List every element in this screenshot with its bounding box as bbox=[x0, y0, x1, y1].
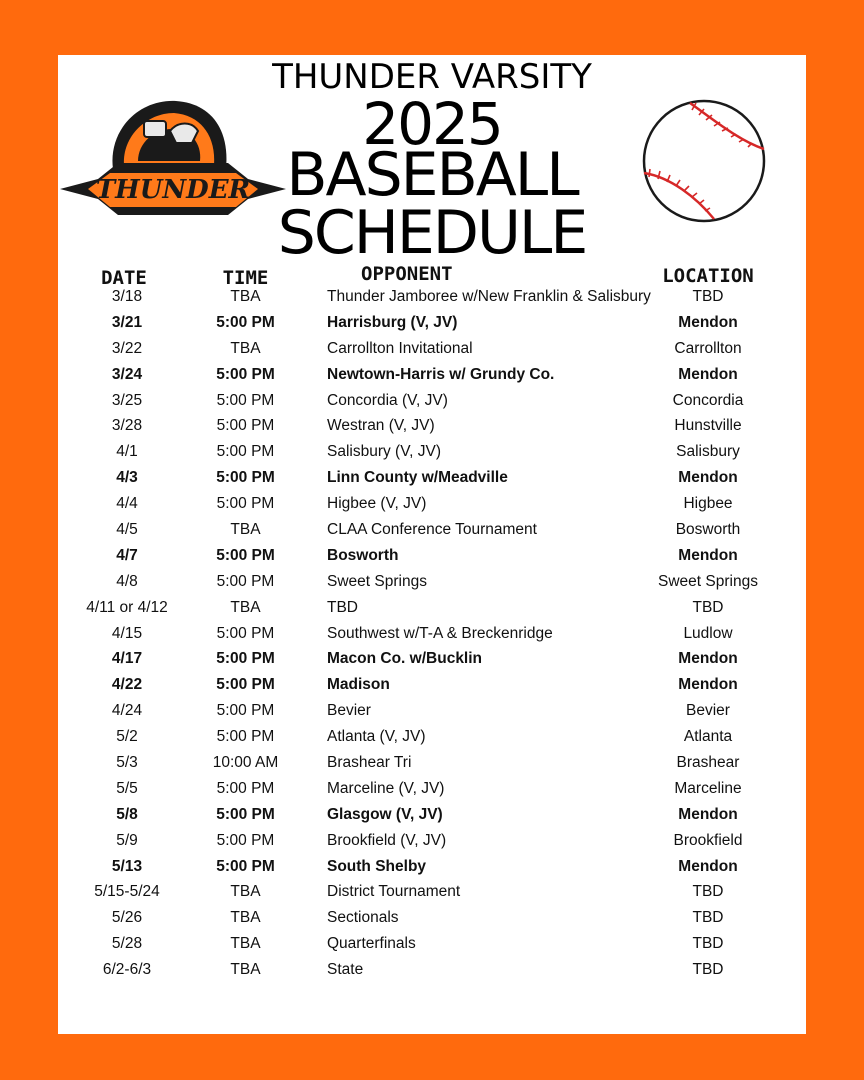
game-time: 5:00 PM bbox=[216, 857, 275, 875]
table-row bbox=[58, 311, 806, 337]
game-opponent: Brookfield (V, JV) bbox=[327, 831, 447, 849]
table-row bbox=[58, 699, 806, 725]
game-time: 5:00 PM bbox=[216, 572, 275, 590]
title-line-4: SCHEDULE bbox=[277, 198, 587, 268]
table-row bbox=[58, 544, 806, 570]
schedule-card bbox=[58, 55, 806, 1034]
game-time: 5:00 PM bbox=[216, 546, 275, 564]
game-date: 4/17 bbox=[111, 650, 143, 668]
game-time: 5:00 PM bbox=[216, 391, 275, 409]
title-year: 2025 bbox=[362, 90, 502, 158]
game-location: Mendon bbox=[678, 805, 738, 823]
header-time: TIME bbox=[222, 267, 269, 289]
game-time: 5:00 PM bbox=[216, 831, 275, 849]
table-row bbox=[58, 440, 806, 466]
game-time: TBA bbox=[230, 288, 261, 305]
game-opponent: Higbee (V, JV) bbox=[327, 495, 427, 513]
game-opponent: Quarterfinals bbox=[327, 935, 416, 953]
table-row bbox=[58, 880, 806, 906]
table-row bbox=[58, 337, 806, 363]
game-time: 5:00 PM bbox=[216, 676, 275, 694]
game-time: 5:00 PM bbox=[216, 805, 275, 823]
game-opponent: Marceline (V, JV) bbox=[327, 779, 445, 797]
game-opponent: Southwest w/T-A & Breckenridge bbox=[327, 624, 553, 642]
table-row bbox=[58, 725, 806, 751]
game-location: TBD bbox=[692, 883, 724, 901]
game-date: 5/13 bbox=[111, 857, 143, 875]
game-opponent: Linn County w/Meadville bbox=[327, 469, 508, 487]
game-location: Mendon bbox=[678, 857, 738, 875]
table-row bbox=[58, 285, 806, 311]
schedule-table bbox=[58, 285, 806, 984]
game-time: TBA bbox=[230, 598, 261, 616]
game-date: 5/15-5/24 bbox=[94, 883, 160, 901]
header-opponent: OPPONENT bbox=[361, 263, 453, 285]
game-opponent: CLAA Conference Tournament bbox=[327, 521, 537, 539]
game-location: Mendon bbox=[678, 650, 738, 668]
table-row bbox=[58, 855, 806, 881]
game-location: Sweet Springs bbox=[658, 572, 758, 590]
game-location: Brashear bbox=[676, 754, 740, 772]
game-opponent: Carrollton Invitational bbox=[327, 339, 473, 357]
game-time: 5:00 PM bbox=[216, 495, 275, 513]
game-date: 5/3 bbox=[116, 754, 138, 772]
table-row bbox=[58, 570, 806, 596]
game-location: Bevier bbox=[686, 702, 730, 720]
game-date: 3/28 bbox=[111, 417, 143, 435]
game-opponent: Salisbury (V, JV) bbox=[327, 443, 441, 461]
game-location: Bosworth bbox=[675, 521, 741, 539]
game-location: Mendon bbox=[678, 546, 738, 564]
game-opponent: Newtown-Harris w/ Grundy Co. bbox=[327, 365, 555, 383]
table-row bbox=[58, 673, 806, 699]
game-location: Mendon bbox=[678, 676, 738, 694]
game-date: 3/21 bbox=[111, 313, 143, 331]
game-date: 5/5 bbox=[116, 779, 138, 797]
game-date: 4/11 or 4/12 bbox=[86, 598, 168, 616]
game-location: Brookfield bbox=[673, 831, 743, 849]
game-location: Ludlow bbox=[683, 624, 733, 642]
game-location: Atlanta bbox=[683, 728, 733, 746]
game-date: 3/22 bbox=[111, 339, 143, 357]
game-date: 5/8 bbox=[116, 805, 138, 823]
game-date: 4/3 bbox=[116, 469, 138, 487]
table-row bbox=[58, 932, 806, 958]
game-date: 4/7 bbox=[116, 546, 138, 564]
game-opponent: Sectionals bbox=[327, 909, 399, 927]
game-opponent: Harrisburg (V, JV) bbox=[327, 313, 458, 331]
game-location: TBD bbox=[692, 598, 724, 616]
table-row bbox=[58, 492, 806, 518]
table-row bbox=[58, 389, 806, 415]
game-opponent: Macon Co. w/Bucklin bbox=[327, 650, 483, 668]
game-opponent: Thunder Jamboree w/New Franklin & Salisbury bbox=[327, 288, 651, 305]
game-date: 4/1 bbox=[116, 443, 138, 461]
game-location: Carrollton bbox=[674, 339, 742, 357]
game-time: 5:00 PM bbox=[216, 469, 275, 487]
table-row bbox=[58, 414, 806, 440]
game-opponent: Brashear Tri bbox=[327, 754, 412, 772]
game-date: 4/22 bbox=[111, 676, 143, 694]
table-row bbox=[58, 518, 806, 544]
table-row bbox=[58, 829, 806, 855]
game-time: 10:00 AM bbox=[212, 754, 279, 772]
game-opponent: South Shelby bbox=[327, 857, 427, 875]
game-time: 5:00 PM bbox=[216, 728, 275, 746]
game-opponent: Madison bbox=[327, 676, 390, 694]
title-line-3: BASEBALL bbox=[286, 140, 578, 210]
game-date: 4/5 bbox=[116, 521, 138, 539]
game-location: Higbee bbox=[683, 495, 733, 513]
game-location: Salisbury bbox=[676, 443, 740, 461]
game-date: 3/18 bbox=[111, 288, 143, 305]
game-location: Hunstville bbox=[674, 417, 742, 435]
header-date: DATE bbox=[101, 267, 147, 289]
game-date: 5/28 bbox=[111, 935, 143, 953]
game-time: 5:00 PM bbox=[216, 365, 275, 383]
game-time: TBA bbox=[230, 935, 261, 953]
game-location: Concordia bbox=[672, 391, 744, 409]
game-time: 5:00 PM bbox=[216, 443, 275, 461]
table-row bbox=[58, 958, 806, 984]
game-time: TBA bbox=[230, 883, 261, 901]
game-location: Mendon bbox=[678, 365, 738, 383]
game-location: TBD bbox=[692, 961, 724, 979]
table-row bbox=[58, 466, 806, 492]
game-location: TBD bbox=[692, 909, 724, 927]
game-time: 5:00 PM bbox=[216, 624, 275, 642]
table-row bbox=[58, 622, 806, 648]
title-line-1: THUNDER VARSITY bbox=[272, 57, 592, 97]
game-opponent: Glasgow (V, JV) bbox=[327, 805, 443, 823]
baseball-icon bbox=[640, 97, 768, 225]
game-location: TBD bbox=[692, 935, 724, 953]
table-row bbox=[58, 751, 806, 777]
game-time: TBA bbox=[230, 339, 261, 357]
game-date: 3/25 bbox=[111, 391, 143, 409]
table-row bbox=[58, 647, 806, 673]
game-opponent: Bosworth bbox=[327, 546, 399, 564]
game-location: Mendon bbox=[678, 469, 738, 487]
game-opponent: Atlanta (V, JV) bbox=[327, 728, 426, 746]
logo-text: THUNDER bbox=[95, 175, 251, 205]
game-opponent: Sweet Springs bbox=[327, 572, 427, 590]
game-time: 5:00 PM bbox=[216, 313, 275, 331]
game-opponent: Concordia (V, JV) bbox=[327, 391, 448, 409]
game-opponent: District Tournament bbox=[327, 883, 461, 901]
game-opponent: TBD bbox=[327, 598, 358, 616]
game-date: 5/26 bbox=[111, 909, 143, 927]
game-opponent: State bbox=[327, 961, 364, 979]
game-opponent: Bevier bbox=[327, 702, 371, 720]
game-date: 4/15 bbox=[111, 624, 143, 642]
game-date: 5/9 bbox=[116, 831, 138, 849]
game-date: 4/8 bbox=[116, 572, 138, 590]
game-time: 5:00 PM bbox=[216, 650, 275, 668]
table-row bbox=[58, 363, 806, 389]
game-date: 6/2-6/3 bbox=[102, 961, 152, 979]
game-time: TBA bbox=[230, 521, 261, 539]
table-row bbox=[58, 596, 806, 622]
game-date: 3/24 bbox=[111, 365, 143, 383]
table-row bbox=[58, 777, 806, 803]
header-location: LOCATION bbox=[662, 265, 754, 287]
game-date: 4/4 bbox=[116, 495, 138, 513]
game-time: TBA bbox=[230, 961, 261, 979]
game-time: 5:00 PM bbox=[216, 779, 275, 797]
game-time: 5:00 PM bbox=[216, 417, 275, 435]
table-row bbox=[58, 906, 806, 932]
game-time: 5:00 PM bbox=[216, 702, 275, 720]
game-date: 5/2 bbox=[116, 728, 138, 746]
game-location: TBD bbox=[692, 288, 724, 305]
game-time: TBA bbox=[230, 909, 261, 927]
game-location: Marceline bbox=[674, 779, 742, 797]
game-location: Mendon bbox=[678, 313, 738, 331]
game-date: 4/24 bbox=[111, 702, 143, 720]
table-row bbox=[58, 803, 806, 829]
game-opponent: Westran (V, JV) bbox=[327, 417, 435, 435]
